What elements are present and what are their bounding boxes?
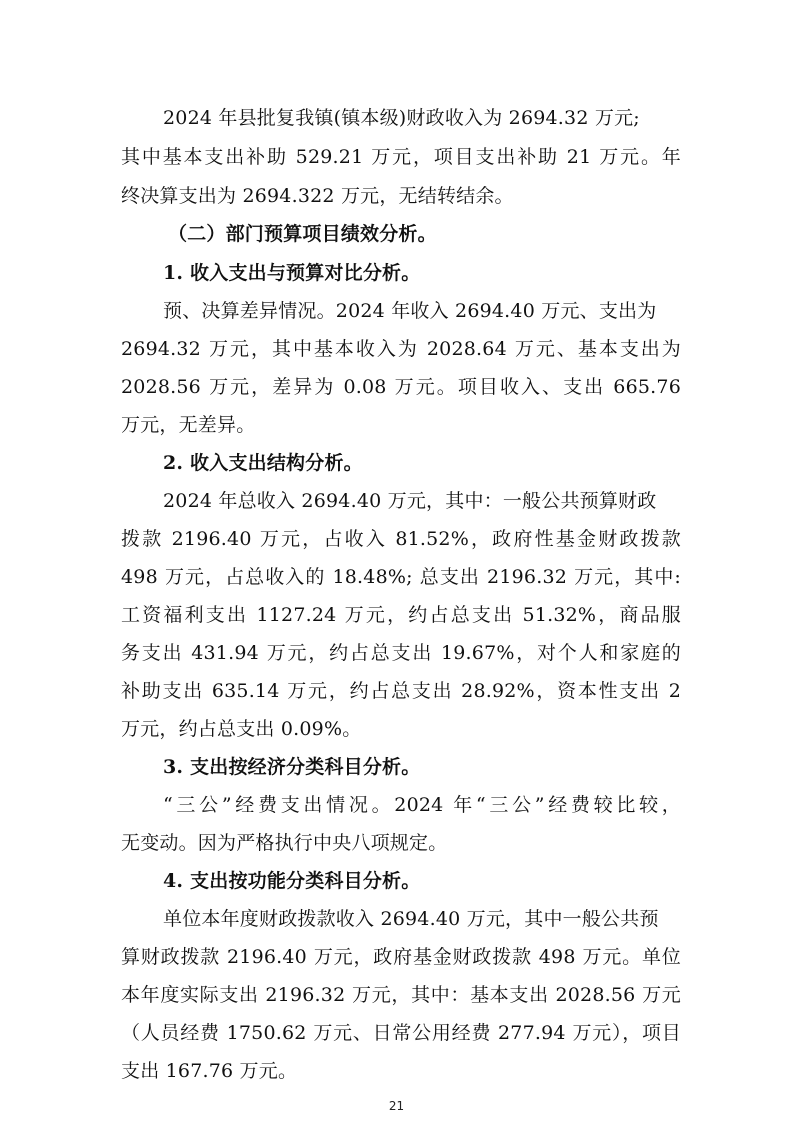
paragraph-line: 2024 年县批复我镇(镇本级)财政收入为 2694.32 万元; [163,107,640,129]
paragraph-line: 万元，约占总支出 0.09%。 [121,718,362,740]
subsection-heading: 2. 收入支出结构分析。 [163,452,363,474]
paragraph-line: 务支出 431.94 万元，约占总支出 19.67%，对个人和家庭的 [121,642,681,664]
paragraph-line: （人员经费 1750.62 万元、日常公用经费 277.94 万元），项目 [121,1022,681,1044]
paragraph-line: 无变动。因为严格执行中央八项规定。 [121,832,448,854]
paragraph-line: 预、决算差异情况。2024 年收入 2694.40 万元、支出为 [163,300,657,322]
paragraph-line: 单位本年度财政拨款收入 2694.40 万元，其中一般公共预 [163,908,659,930]
paragraph-line: 万元，无差异。 [121,414,256,436]
paragraph-line: 终决算支出为 2694.322 万元，无结转结余。 [121,185,514,207]
subsection-heading: 1. 收入支出与预算对比分析。 [163,262,421,284]
paragraph-line: 本年度实际支出 2196.32 万元，其中：基本支出 2028.56 万元 [121,984,681,1006]
subsection-heading: 4. 支出按功能分类科目分析。 [163,870,421,892]
paragraph-line: 拨款 2196.40 万元，占收入 81.52%，政府性基金财政拨款 [121,528,681,550]
subsection-heading: 3. 支出按经济分类科目分析。 [163,756,421,778]
paragraph-line: 支出 167.76 万元。 [121,1060,298,1082]
page-number: 21 [388,1099,405,1113]
section-heading: （二）部门预算项目绩效分析。 [168,223,437,245]
paragraph-line: 2028.56 万元，差异为 0.08 万元。项目收入、支出 665.76 [121,376,681,398]
paragraph-line: 补助支出 635.14 万元，约占总支出 28.92%，资本性支出 2 [121,680,681,702]
paragraph-line: 2024 年总收入 2694.40 万元，其中：一般公共预算财政 [163,490,657,512]
paragraph-line: 其中基本支出补助 529.21 万元，项目支出补助 21 万元。年 [121,146,681,168]
paragraph-line: 2694.32 万元，其中基本收入为 2028.64 万元、基本支出为 [121,338,681,360]
paragraph-line: “三公”经费支出情况。2024 年“三公”经费较比较， [163,794,681,816]
paragraph-line: 498 万元，占总收入的 18.48%; 总支出 2196.32 万元，其中: [121,566,681,588]
paragraph-line: 算财政拨款 2196.40 万元，政府基金财政拨款 498 万元。单位 [121,946,681,968]
paragraph-line: 工资福利支出 1127.24 万元，约占总支出 51.32%，商品服 [121,604,681,626]
